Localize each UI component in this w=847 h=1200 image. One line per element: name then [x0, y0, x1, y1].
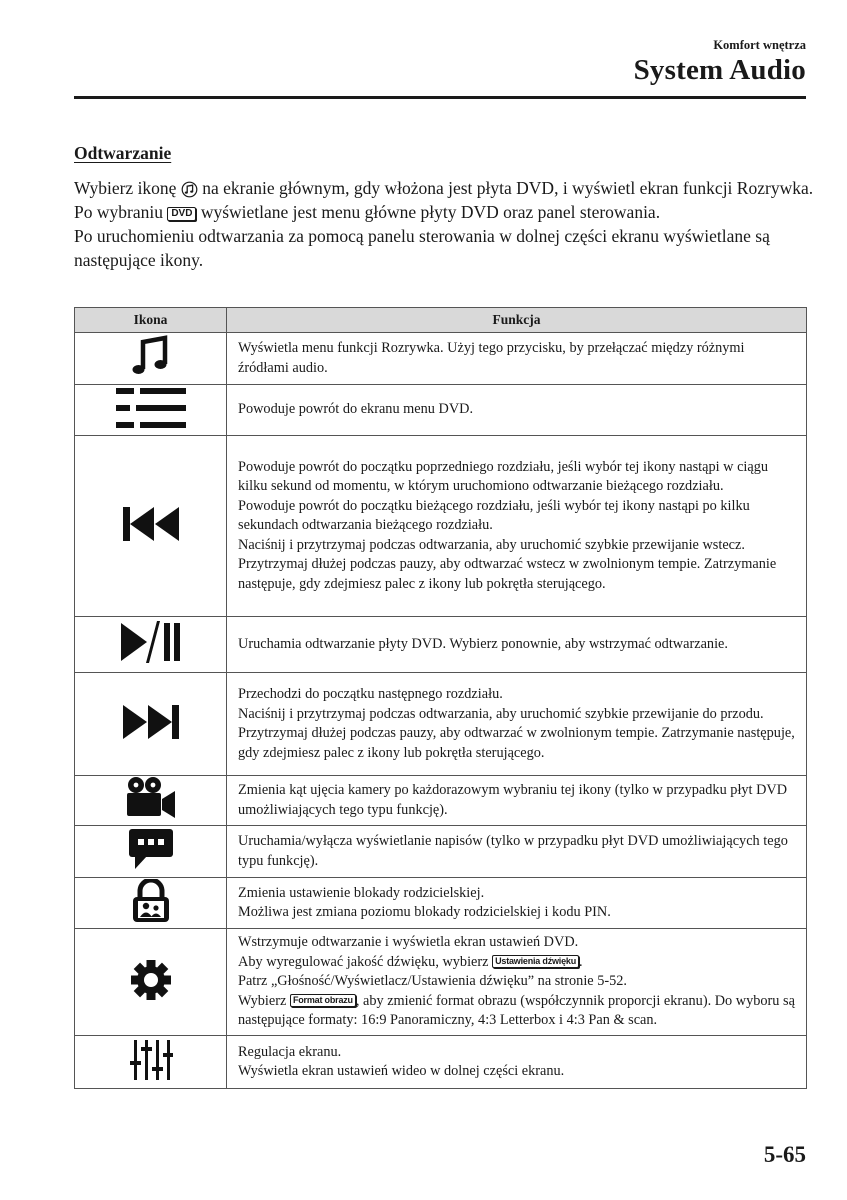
- equalizer-sliders-icon: [129, 1039, 173, 1081]
- function-text: Przytrzymaj dłużej podczas pauzy, aby odtwarzać wstecz w zwolnionym tempie. Zatrzymanie następuje, gdy zdejmiesz palec z ikony lub pokrętła sterującego.: [238, 556, 777, 592]
- function-cell: [227, 878, 807, 929]
- function-text-part: Wybierz: [238, 992, 287, 1009]
- icon-cell: [75, 1036, 227, 1089]
- icon-cell: [75, 826, 227, 878]
- table-header-row: [75, 308, 807, 333]
- play-pause-icon: [119, 621, 183, 663]
- function-text: Wstrzymuje odtwarzanie i wyświetla ekran ustawień DVD.: [238, 934, 579, 951]
- intro-text: [74, 176, 814, 272]
- function-cell: [227, 776, 807, 826]
- table-row: [75, 385, 807, 436]
- function-cell: [227, 826, 807, 878]
- function-cell: [227, 1036, 807, 1089]
- icon-cell: [75, 617, 227, 673]
- function-text: Naciśnij i przytrzymaj podczas odtwarzania, aby uruchomić szybkie przewijanie do przodu.: [238, 705, 764, 722]
- icon-cell: [75, 333, 227, 385]
- table-row: [75, 929, 807, 1036]
- function-cell: [227, 617, 807, 673]
- icon-cell: [75, 385, 227, 436]
- picture-format-chip: Format obrazu: [290, 994, 356, 1007]
- function-text: Możliwa jest zmiana poziomu blokady rodzicielskiej i kodu PIN.: [238, 904, 611, 920]
- function-text: Powoduje powrót do ekranu menu DVD.: [238, 401, 474, 418]
- function-text: Patrz „Głośność/Wyświetlacz/Ustawienia dźwięku” na stronie 5-52.: [238, 973, 628, 990]
- page-title: System Audio: [633, 54, 806, 86]
- subtitles-icon: [127, 827, 175, 871]
- header-rule: [74, 96, 806, 99]
- page-number: 5-65: [763, 1142, 806, 1167]
- intro-text-c: wyświetlane jest menu główne płyty DVD oraz panel sterowania.: [200, 202, 661, 222]
- table-row: [75, 673, 807, 776]
- function-text: Wyświetla menu funkcji Rozrywka. Użyj tego przycisku, by przełączać między różnymi źródłami audio.: [238, 340, 745, 376]
- music-note-icon: [129, 334, 173, 378]
- skip-previous-icon: [121, 505, 181, 543]
- intro-text-a: Wybierz ikonę: [74, 178, 177, 198]
- function-text: Powoduje powrót do początku bieżącego rozdziału, jeśli wybór tej ikony nastąpi po kilku sekundach odtwarzania bieżącego rozdziału.: [238, 497, 750, 534]
- function-text-part: .: [579, 953, 583, 970]
- function-text-part: , aby zmienić format obrazu (współczynnik proporcji ekranu). Do wyboru są następujące formaty: 16:9 Panoramiczny, 4:3 Letterbox i 4:3 Pan & scan.: [238, 992, 795, 1029]
- table-row: [75, 826, 807, 878]
- music-note-circle-icon: [181, 181, 198, 198]
- header-section: Komfort wnętrza: [713, 38, 806, 52]
- camera-angle-icon: [125, 776, 177, 820]
- table-row: [75, 436, 807, 617]
- function-text: Przechodzi do początku następnego rozdziału.: [238, 686, 503, 702]
- skip-next-icon: [121, 703, 181, 741]
- function-text-part: Aby wyregulować jakość dźwięku, wybierz: [238, 953, 489, 970]
- table-row: [75, 333, 807, 385]
- table-row: [75, 1036, 807, 1089]
- icon-function-table: [74, 307, 807, 1089]
- table-row: [75, 617, 807, 673]
- column-header-icon: Ikona: [75, 308, 227, 333]
- icon-cell: [75, 878, 227, 929]
- function-text: Wyświetla ekran ustawień wideo w dolnej części ekranu.: [238, 1063, 565, 1079]
- function-text: Uruchamia/wyłącza wyświetlanie napisów (tylko w przypadku płyt DVD umożliwiających tego typu funkcję).: [238, 833, 788, 869]
- function-text: Przytrzymaj dłużej podczas pauzy, aby odtwarzać w zwolnionym tempie. Zatrzymanie następuje, gdy zdejmiesz palec z ikony lub pokrętła sterującego.: [238, 725, 795, 761]
- function-text: Powoduje powrót do początku poprzedniego rozdziału, jeśli wybór tej ikony nastąpi w ciągu kilku sekund od momentu, w którym uruchomiono odtwarzanie bieżącego rozdziału.: [238, 458, 769, 495]
- icon-cell: [75, 436, 227, 617]
- dvd-button-chip: DVD: [167, 207, 196, 221]
- function-text: [238, 953, 796, 973]
- function-text: Regulacja ekranu.: [238, 1043, 342, 1060]
- function-text: Zmienia ustawienie blokady rodzicielskiej.: [238, 884, 485, 901]
- function-text: Uruchamia odtwarzanie płyty DVD. Wybierz ponownie, aby wstrzymać odtwarzanie.: [238, 635, 728, 652]
- function-text: Zmienia kąt ujęcia kamery po każdorazowym wybraniu tej ikony (tylko w przypadku płyt DVD umożliwiających tego typu funkcję).: [238, 782, 788, 818]
- column-header-function: Funkcja: [227, 308, 807, 333]
- function-cell: [227, 436, 807, 617]
- function-text: Naciśnij i przytrzymaj podczas odtwarzania, aby uruchomić szybkie przewijanie wstecz.: [238, 536, 745, 553]
- table-row: [75, 776, 807, 826]
- function-cell: [227, 929, 807, 1036]
- gear-icon: [130, 959, 172, 1001]
- menu-list-icon: [116, 386, 186, 430]
- parental-lock-icon: [131, 879, 171, 923]
- table-row: [75, 878, 807, 929]
- function-cell: [227, 333, 807, 385]
- intro-paragraph-2: Po uruchomieniu odtwarzania za pomocą panelu sterowania w dolnej części ekranu wyświetlane są następujące ikony.: [74, 226, 770, 270]
- icon-cell: [75, 776, 227, 826]
- function-text: [238, 992, 796, 1031]
- intro-text-b: na ekranie głównym, gdy włożona jest płyta DVD, i wyświetl ekran funkcji Rozrywka. Po wybraniu: [74, 178, 814, 222]
- sound-settings-chip: Ustawienia dźwięku: [492, 955, 579, 968]
- icon-cell: [75, 929, 227, 1036]
- section-title: Odtwarzanie: [74, 143, 172, 163]
- intro-paragraph-1: [74, 176, 814, 224]
- function-cell: [227, 385, 807, 436]
- function-cell: [227, 673, 807, 776]
- icon-cell: [75, 673, 227, 776]
